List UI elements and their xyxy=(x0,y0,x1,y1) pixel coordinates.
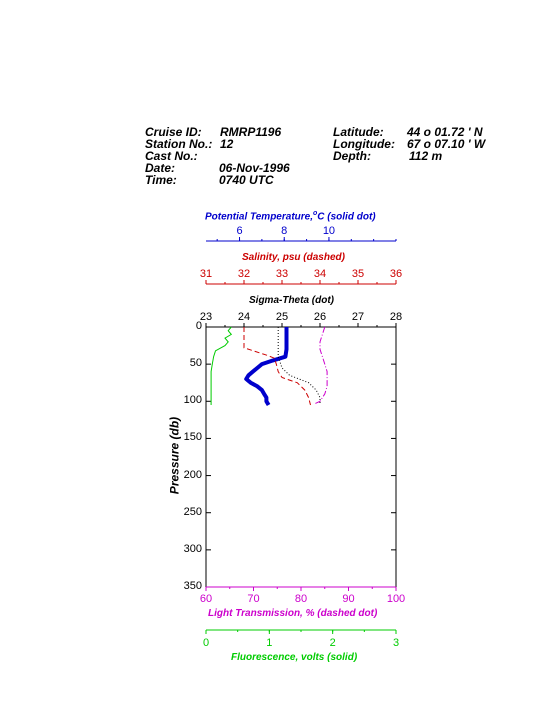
cruise-id-value: RMRP1196 xyxy=(220,125,282,139)
latitude-label: Latitude: xyxy=(333,125,384,139)
temperature-profile-line xyxy=(246,327,286,405)
sigma-tick-label: 28 xyxy=(389,311,403,323)
pressure-tick-label: 350 xyxy=(183,580,202,592)
pressure-axis-title: Pressure (db) xyxy=(167,416,182,495)
salinity-tick-label: 35 xyxy=(351,268,365,280)
fluorescence-tick-label: 1 xyxy=(266,637,273,649)
longitude-value: 67 o 07.10 ' W xyxy=(407,137,486,151)
salinity-tick-label: 31 xyxy=(199,268,213,280)
salinity-tick-label: 34 xyxy=(313,268,327,280)
fluorescence-profile-line xyxy=(211,327,231,405)
transmission-tick-label: 70 xyxy=(247,593,260,605)
pressure-tick-label: 250 xyxy=(183,505,202,518)
pressure-tick-label: 150 xyxy=(183,431,202,444)
fluorescence-tick-label: 2 xyxy=(329,637,336,649)
cruise-id-label: Cruise ID: xyxy=(145,125,202,139)
salinity-tick-label: 32 xyxy=(237,268,251,280)
sigma-tick-label: 24 xyxy=(237,311,251,323)
pressure-tick-label: 0 xyxy=(195,320,202,332)
salinity-profile-line xyxy=(244,327,311,405)
temperature-axis-title-pre: Potential Temperature, xyxy=(205,211,313,223)
sigma-tick-label: 27 xyxy=(351,311,365,323)
depth-label: Depth: xyxy=(333,149,371,163)
transmission-tick-label: 60 xyxy=(199,593,213,605)
pressure-tick-label: 50 xyxy=(189,357,202,370)
pressure-tick-label: 100 xyxy=(183,394,202,407)
latitude-value: 44 o 01.72 ' N xyxy=(407,125,483,139)
longitude-label: Longitude: xyxy=(333,137,395,151)
salinity-axis-title: Salinity, psu (dashed) xyxy=(242,252,345,263)
transmission-profile-line xyxy=(315,327,327,404)
fluorescence-axis-title: Fluorescence, volts (solid) xyxy=(231,652,358,663)
salinity-tick-label: 36 xyxy=(389,268,403,280)
pressure-tick-label: 200 xyxy=(183,468,202,481)
station-value: 12 xyxy=(220,137,234,151)
sigma-tick-label: 23 xyxy=(199,311,213,323)
date-label: Date: xyxy=(145,161,176,175)
station-label: Station No.: xyxy=(145,137,213,151)
temperature-axis-title-post: C (solid dot) xyxy=(317,211,376,223)
transmission-tick-label: 90 xyxy=(342,593,355,605)
transmission-tick-label: 100 xyxy=(386,593,406,605)
date-value: 06-Nov-1996 xyxy=(219,161,290,175)
sigma-tick-label: 25 xyxy=(275,311,289,323)
sigma-tick-label: 26 xyxy=(313,311,327,323)
transmission-axis-title: Light Transmission, % (dashed dot) xyxy=(208,608,378,619)
degree-symbol: o xyxy=(313,210,318,217)
fluorescence-tick-label: 3 xyxy=(392,637,400,649)
plot-frame xyxy=(206,327,396,587)
depth-value: 112 m xyxy=(409,149,443,163)
fluorescence-tick-label: 0 xyxy=(202,637,210,649)
transmission-tick-label: 80 xyxy=(294,593,308,605)
sigma-profile-line xyxy=(278,327,320,405)
pressure-tick-label: 300 xyxy=(183,542,202,555)
salinity-tick-label: 33 xyxy=(275,268,289,280)
sigma-axis-title: Sigma-Theta (dot) xyxy=(249,295,334,306)
temperature-tick-label: 8 xyxy=(281,225,288,237)
cast-label: Cast No.: xyxy=(145,149,198,163)
temperature-tick-label: 6 xyxy=(236,225,243,237)
time-label: Time: xyxy=(145,173,177,187)
temperature-tick-label: 10 xyxy=(322,225,336,237)
time-value: 0740 UTC xyxy=(219,173,274,187)
